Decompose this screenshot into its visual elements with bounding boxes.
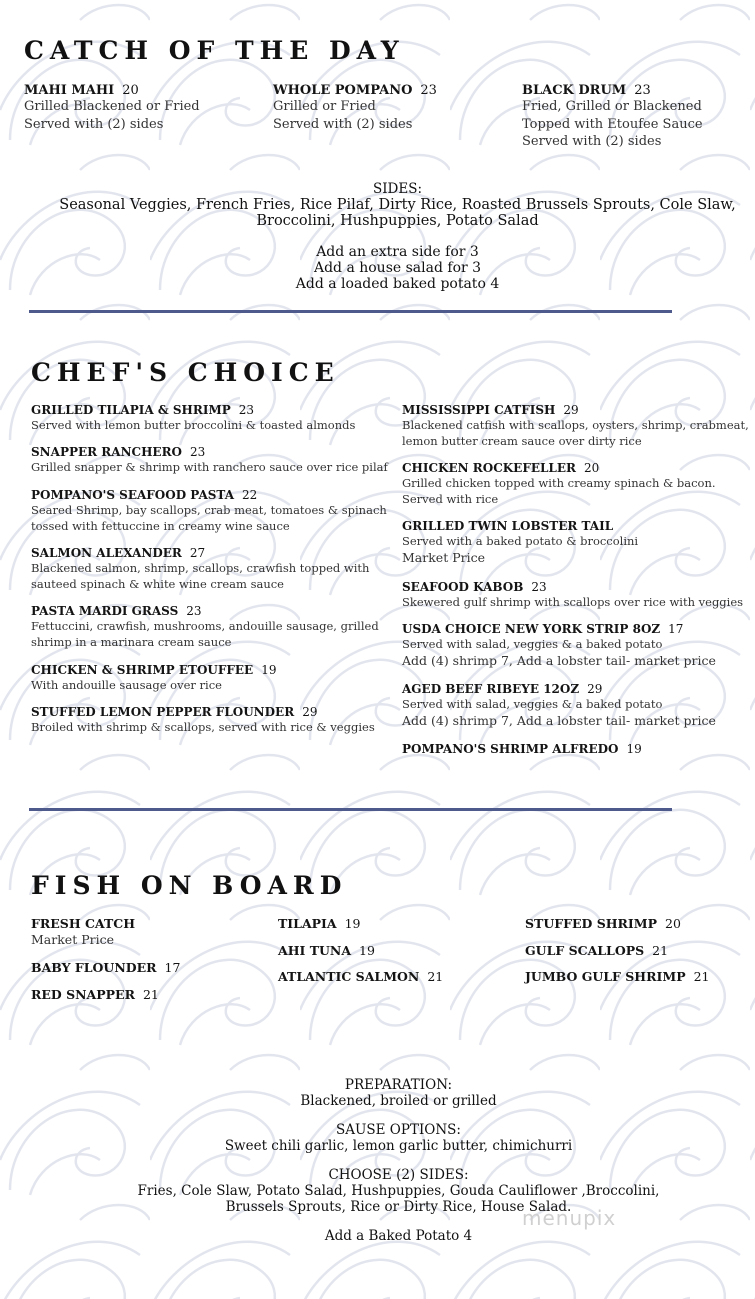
item-price: 29	[563, 403, 579, 417]
item-name: GRILLED TILAPIA & SHRIMP	[31, 403, 231, 417]
item-line: Grilled or Fried	[273, 99, 376, 114]
chef-item-twin-lobster-tail	[402, 519, 638, 566]
item-name: ATLANTIC SALMON	[278, 969, 420, 984]
item-name: POMPANO'S SHRIMP ALFREDO	[402, 742, 619, 756]
catch-item-whole-pompano	[273, 83, 437, 133]
sides-line: Seasonal Veggies, French Fries, Rice Pilaf, Dirty Rice, Roasted Brussels Sprouts, Cole Slaw,	[59, 197, 736, 213]
item-name: POMPANO'S SEAFOOD PASTA	[31, 488, 235, 502]
chef-item-snapper-ranchero	[31, 445, 388, 475]
sides-label: SIDES:	[372, 181, 423, 197]
item-desc: Served with salad, veggies & a baked potato	[402, 697, 663, 711]
catch-title: CATCH OF THE DAY	[24, 36, 405, 65]
fish-title: FISH ON BOARD	[31, 871, 348, 900]
item-name: MISSISSIPPI CATFISH	[402, 403, 556, 417]
item-name: AGED BEEF RIBEYE 12OZ	[402, 682, 580, 696]
chef-item-chicken-shrimp-etouffee	[31, 663, 276, 693]
item-name: WHOLE POMPANO	[273, 83, 413, 98]
item-line: Served with (2) sides	[522, 134, 662, 149]
item-price: 29	[302, 705, 318, 719]
item-name: STUFFED LEMON PEPPER FLOUNDER	[31, 705, 295, 719]
item-desc: Seared Shrimp, bay scallops, crab meat, tomatoes & spinach	[31, 503, 387, 517]
item-line: Served with (2) sides	[24, 116, 164, 132]
item-desc: Served with lemon butter broccolini & toasted almonds	[31, 418, 356, 432]
item-price: 19	[261, 663, 277, 677]
sauce-label: SAUSE OPTIONS:	[336, 1122, 461, 1138]
item-price: 17	[164, 960, 181, 975]
fish-item-stuffed-shrimp	[525, 916, 681, 931]
item-name: GRILLED TWIN LOBSTER TAIL	[402, 519, 614, 533]
item-desc: Blackened catfish with scallops, oysters, shrimp, crabmeat,	[402, 418, 749, 432]
item-price: 29	[587, 682, 603, 696]
item-desc: Broiled with shrimp & scallops, served with rice & veggies	[31, 720, 375, 734]
fish-item-atlantic-salmon	[278, 969, 443, 984]
fish-item-fresh-catch	[31, 916, 135, 948]
catch-item-mahi-mahi	[24, 83, 200, 133]
section-divider	[29, 808, 672, 811]
sauce-text: Sweet chili garlic, lemon garlic butter, chimichurri	[224, 1138, 573, 1154]
sides-label: CHOOSE (2) SIDES:	[328, 1167, 469, 1183]
item-name: TILAPIA	[278, 916, 337, 931]
item-price: 19	[344, 916, 361, 931]
item-desc: shrimp in a marinara cream sauce	[31, 635, 232, 649]
chef-item-salmon-alexander	[31, 546, 369, 592]
chef-item-seafood-pasta	[31, 488, 387, 534]
item-price: 17	[668, 622, 684, 636]
item-price: 21	[142, 987, 159, 1002]
fish-item-tilapia	[278, 916, 361, 931]
preparation-label: PREPARATION:	[344, 1077, 453, 1093]
item-line: Topped with Etoufee Sauce	[522, 116, 703, 132]
item-price: 23	[634, 83, 651, 98]
catch-sides-block	[0, 181, 755, 292]
item-name: PASTA MARDI GRASS	[31, 604, 179, 618]
item-desc: Grilled chicken topped with creamy spinach & bacon.	[402, 476, 716, 490]
item-desc: tossed with fettuccine in creamy wine sauce	[31, 519, 290, 533]
item-line: Grilled Blackened or Fried	[24, 99, 200, 114]
item-market-price: Market Price	[31, 932, 114, 947]
fish-options-block	[0, 1077, 755, 1244]
item-desc: Fettuccini, crawfish, mushrooms, andouille sausage, grilled	[31, 619, 379, 633]
chef-item-shrimp-alfredo	[402, 742, 642, 756]
item-name: SEAFOOD KABOB	[402, 580, 524, 594]
item-price: 21	[427, 969, 444, 984]
chef-title: CHEF'S CHOICE	[31, 358, 340, 387]
item-price: 23	[238, 403, 255, 417]
item-price: 19	[359, 943, 375, 958]
chef-item-pasta-mardi-grass	[31, 604, 379, 650]
item-addon: Add (4) shrimp 7, Add a lobster tail- market price	[402, 653, 716, 668]
item-addon: Add (4) shrimp 7, Add a lobster tail- market price	[402, 713, 716, 728]
addon-line: Add an extra side for 3	[316, 244, 479, 260]
sides-line: Brussels Sprouts, Rice or Dirty Rice, House Salad.	[225, 1199, 572, 1215]
item-price: 21	[652, 943, 669, 958]
sides-line: Fries, Cole Slaw, Potato Salad, Hushpuppies, Gouda Cauliflower ,Broccolini,	[137, 1183, 660, 1199]
sides-line: Broccolini, Hushpuppies, Potato Salad	[256, 213, 539, 229]
item-price: 23	[186, 604, 202, 618]
fish-item-baby-flounder	[31, 960, 180, 975]
item-price: 20	[584, 461, 600, 475]
item-desc: Blackened salmon, shrimp, scallops, crawfish topped with	[31, 561, 370, 575]
baked-potato-addon: Add a Baked Potato 4	[324, 1228, 473, 1244]
item-name: MAHI MAHI	[24, 83, 115, 98]
item-price: 21	[693, 969, 710, 984]
fish-item-ahi-tuna	[278, 943, 375, 958]
item-desc: Skewered gulf shrimp with scallops over rice with veggies	[402, 595, 744, 609]
item-desc: Served with a baked potato & broccolini	[402, 534, 639, 548]
item-name: USDA CHOICE NEW YORK STRIP 8OZ	[402, 622, 661, 636]
item-name: GULF SCALLOPS	[525, 943, 645, 958]
item-name: RED SNAPPER	[31, 987, 135, 1002]
item-name: BABY FLOUNDER	[31, 960, 157, 975]
item-name: JUMBO GULF SHRIMP	[525, 969, 686, 984]
item-price: 27	[189, 546, 206, 560]
item-price: 20	[122, 83, 139, 98]
item-price: 19	[626, 742, 642, 756]
menupix-watermark: menupix	[522, 1206, 617, 1230]
item-name: CHICKEN & SHRIMP ETOUFFEE	[31, 663, 254, 677]
addon-line: Add a house salad for 3	[313, 260, 482, 276]
preparation-text: Blackened, broiled or grilled	[300, 1093, 497, 1109]
chef-item-ny-strip	[402, 622, 716, 669]
chef-item-mississippi-catfish	[402, 403, 749, 449]
item-name: AHI TUNA	[278, 943, 352, 958]
item-price: 23	[190, 445, 206, 459]
item-name: BLACK DRUM	[522, 83, 627, 98]
chef-item-chicken-rockefeller	[402, 461, 716, 507]
catch-item-black-drum	[522, 83, 703, 151]
fish-item-red-snapper	[31, 987, 159, 1002]
item-name: FRESH CATCH	[31, 916, 136, 931]
chef-item-seafood-kabob	[402, 580, 743, 610]
item-desc: Served with salad, veggies & a baked potato	[402, 637, 663, 651]
item-desc: sauteed spinach & white wine cream sauce	[31, 577, 284, 591]
item-line: Fried, Grilled or Blackened	[522, 99, 702, 114]
chef-item-ribeye	[402, 682, 716, 729]
item-price: 22	[242, 488, 258, 502]
item-market-price: Market Price	[402, 550, 485, 565]
item-price: 23	[420, 83, 437, 98]
fish-item-gulf-scallops	[525, 943, 668, 958]
item-desc: Grilled snapper & shrimp with ranchero sauce over rice pilaf	[31, 460, 388, 474]
item-desc: lemon butter cream sauce over dirty rice	[402, 434, 642, 448]
fish-item-jumbo-gulf-shrimp	[525, 969, 710, 984]
item-name: SNAPPER RANCHERO	[31, 445, 183, 459]
item-price: 20	[665, 916, 681, 931]
item-name: SALMON ALEXANDER	[31, 546, 182, 560]
item-price: 23	[531, 580, 547, 594]
item-desc: With andouille sausage over rice	[31, 678, 222, 692]
section-divider	[29, 310, 672, 313]
item-name: STUFFED SHRIMP	[525, 916, 658, 931]
chef-item-stuffed-flounder	[31, 705, 375, 735]
item-line: Served with (2) sides	[273, 116, 413, 132]
item-name: CHICKEN ROCKEFELLER	[402, 461, 576, 475]
chef-item-grilled-tilapia-shrimp	[31, 403, 355, 433]
addon-line: Add a loaded baked potato 4	[295, 276, 500, 292]
item-desc: Served with rice	[402, 492, 499, 506]
